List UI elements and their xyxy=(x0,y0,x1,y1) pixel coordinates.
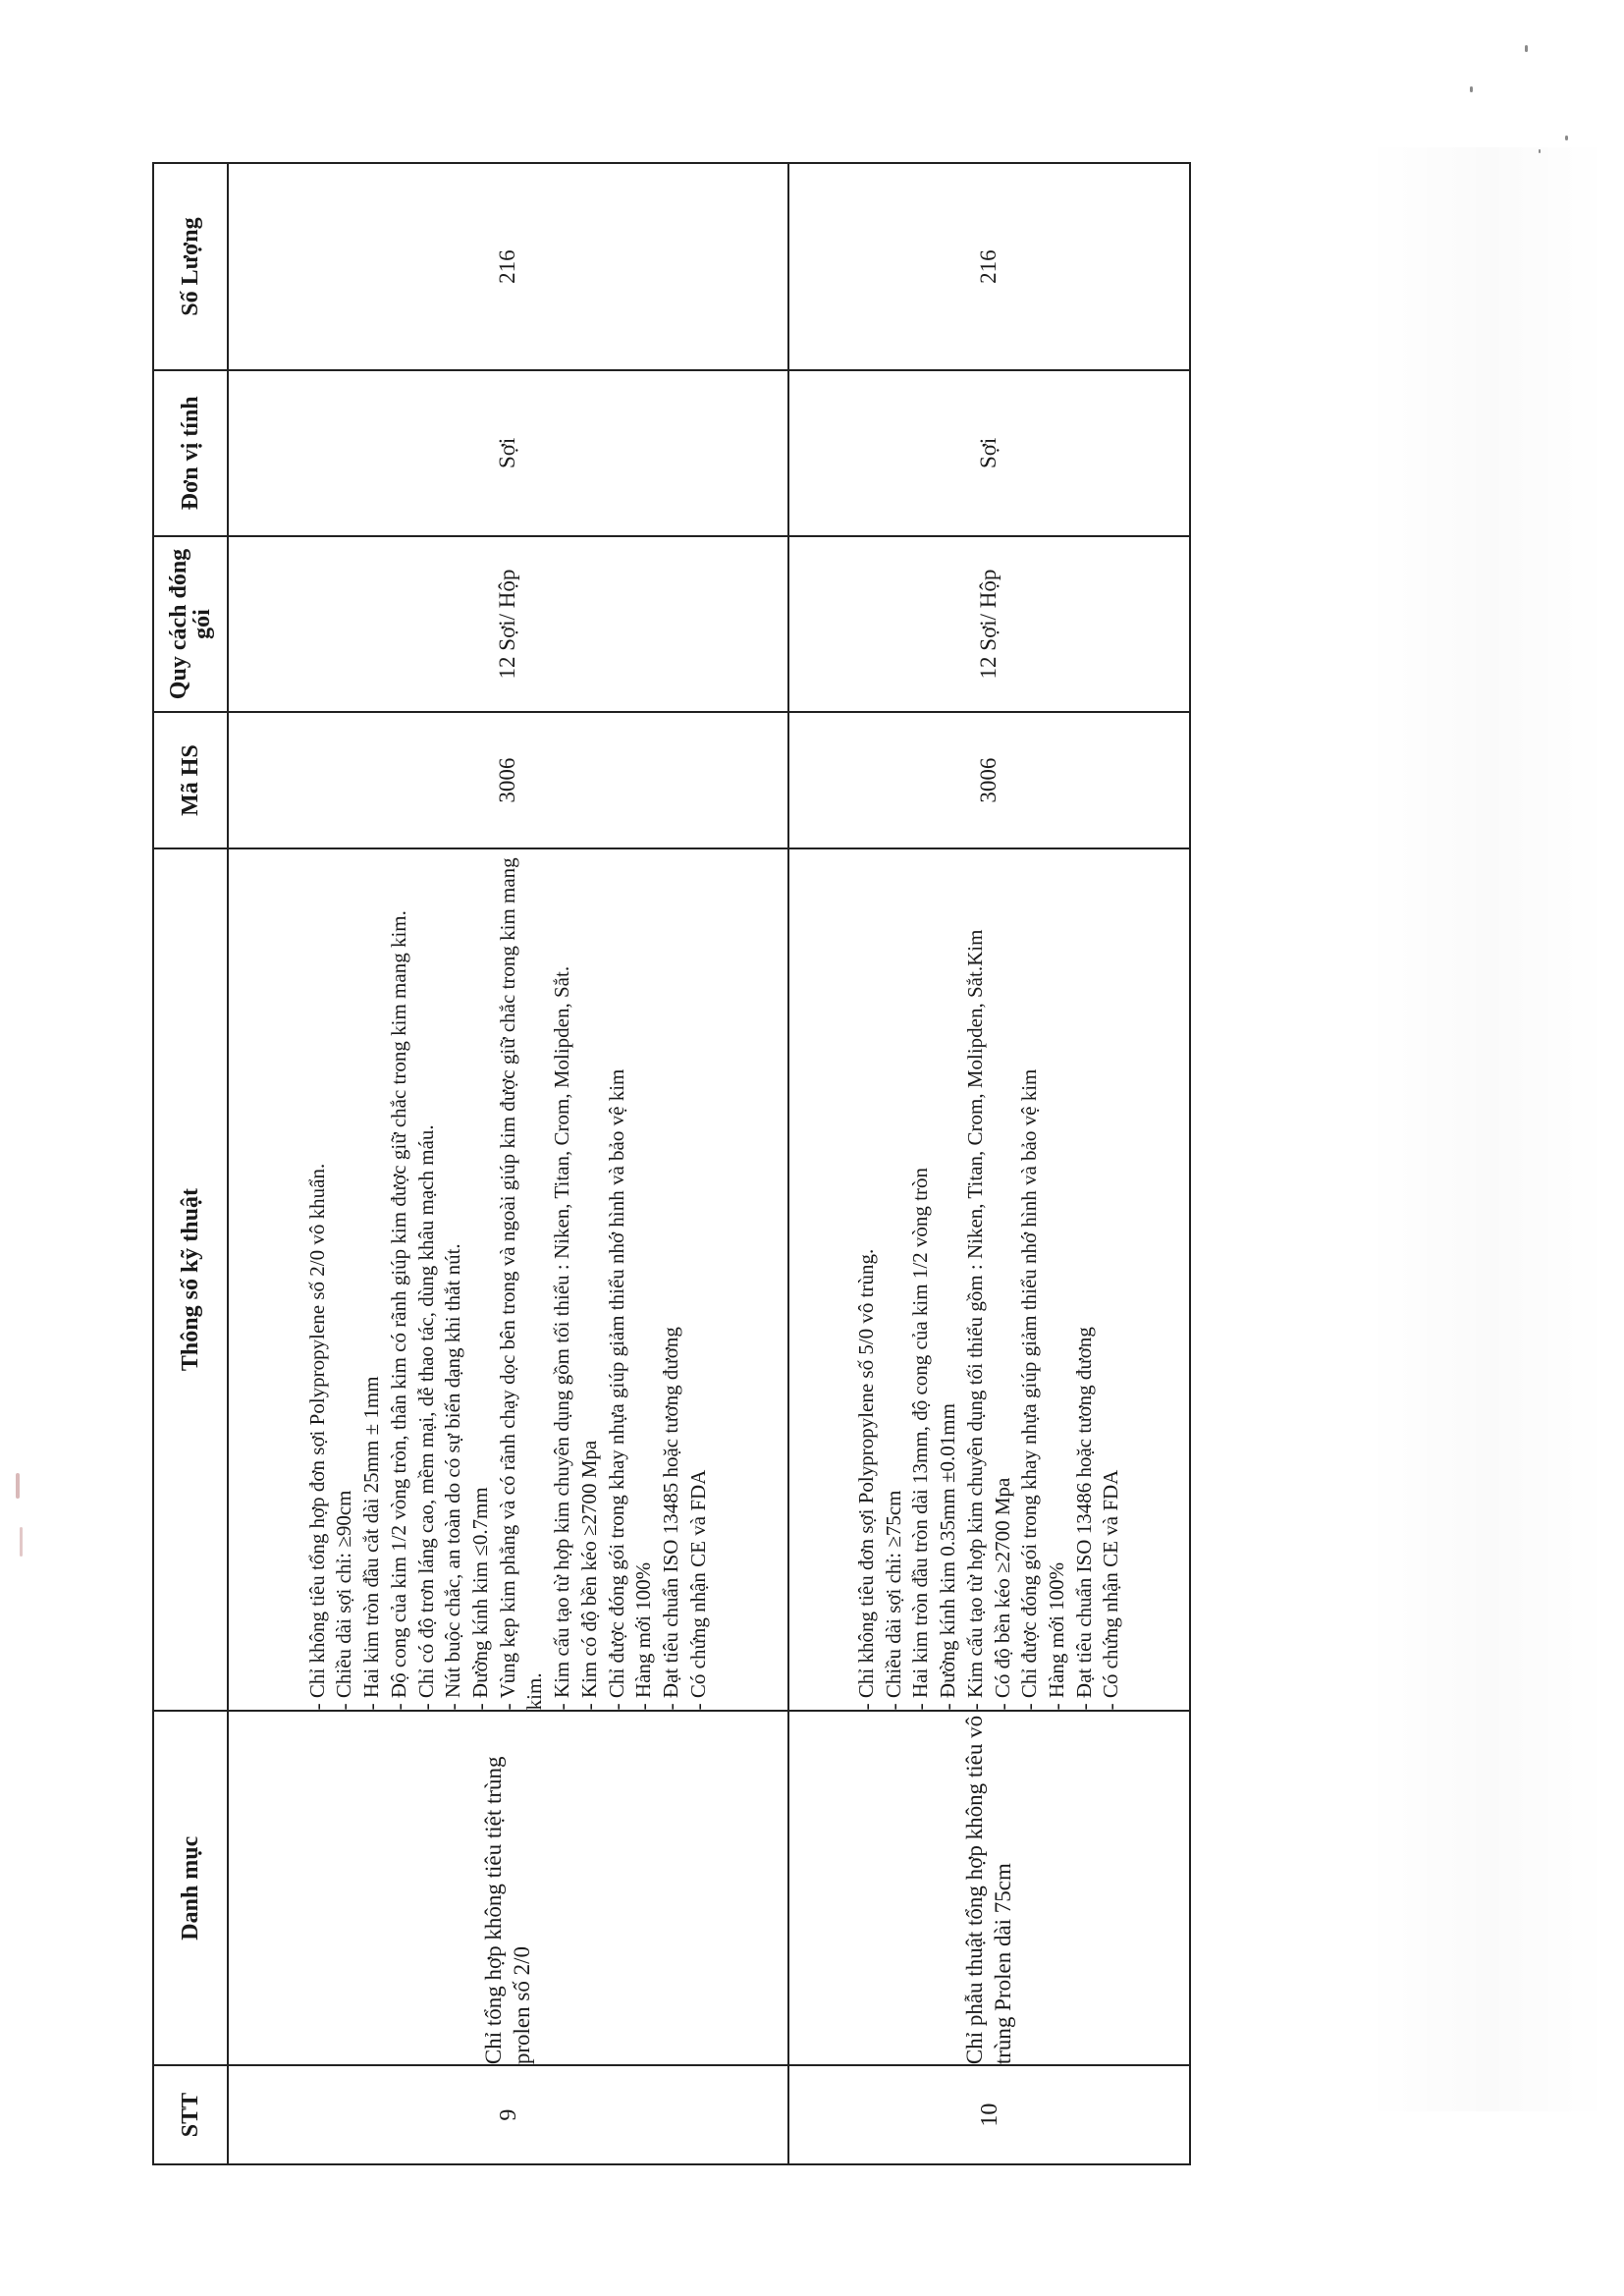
cell-unit: Sợi xyxy=(788,370,1190,535)
header-category: Danh mục xyxy=(153,1711,228,2065)
cell-packing: 12 Sợi/ Hộp xyxy=(228,536,788,713)
spec-line: - Chỉ không tiêu tổng hợp đơn sợi Polypropylene số 2/0 vô khuẩn. xyxy=(304,1163,329,1711)
header-stt: STT xyxy=(153,2065,228,2164)
spec-list xyxy=(304,849,713,1711)
spec-line: - Chỉ có độ trơn láng cao, mềm mại, dễ thao tác, dùng khâu mạch máu. xyxy=(413,1124,438,1711)
cell-unit: Sợi xyxy=(228,370,788,535)
scan-speck xyxy=(20,1527,23,1557)
scan-speck xyxy=(1525,45,1528,52)
cell-packing: 12 Sợi/ Hộp xyxy=(788,536,1190,713)
header-hs-code: Mã HS xyxy=(153,712,228,847)
spec-line: - Đạt tiêu chuẩn ISO 13485 hoặc tương đương xyxy=(659,1327,683,1711)
rotated-table-container xyxy=(152,162,1191,2165)
specification-table xyxy=(152,162,1191,2165)
header-unit: Đơn vị tính xyxy=(153,370,228,535)
spec-line: - Hàng mới 100% xyxy=(631,1561,656,1711)
header-spec: Thông số kỹ thuật xyxy=(153,848,228,1712)
spec-line: - Chỉ được đóng gói trong khay nhựa giúp giảm thiểu nhớ hình và bảo vệ kim xyxy=(604,1068,628,1711)
cell-stt: 9 xyxy=(228,2065,788,2164)
spec-line: - Đường kính kim 0.35mm ±0.01mm xyxy=(936,1403,960,1711)
spec-line: - Chỉ được đóng gói trong khay nhựa giúp giảm thiểu nhớ hình và bảo vệ kim xyxy=(1017,1068,1042,1711)
spec-line: - Có chứng nhận CE và FDA xyxy=(1099,1469,1123,1711)
cell-quantity: 216 xyxy=(788,163,1190,370)
spec-line: - Kim cấu tạo từ hợp kim chuyên dụng tối thiểu gồm : Niken, Titan, Crom, Molipden, Sắt.Kim xyxy=(962,929,987,1711)
spec-line: - Vùng kẹp kim phẳng và có rãnh chạy dọc bên trong và ngoài giúp kim được giữ chắc trong kim mang kim. xyxy=(495,857,547,1711)
spec-line: - Đạt tiêu chuẩn ISO 13486 hoặc tương đương xyxy=(1071,1327,1096,1711)
cell-hs-code: 3006 xyxy=(788,712,1190,847)
cell-category: Chỉ phẫu thuật tổng hợp không tiêu vô trùng Prolen dài 75cm xyxy=(788,1711,1190,2065)
cell-quantity: 216 xyxy=(228,163,788,370)
table-row xyxy=(788,163,1190,2164)
cell-spec xyxy=(228,848,788,1712)
spec-line: - Có độ bền kéo ≥2700 Mpa xyxy=(990,1477,1014,1711)
spec-line: - Hai kim tròn đầu tròn dài 13mm, độ cong của kim 1/2 vòng tròn xyxy=(908,1168,933,1711)
spec-line: - Độ cong của kim 1/2 vòng tròn, thân kim có rãnh giúp kim được giữ chắc trong kim mang kim. xyxy=(386,910,410,1711)
spec-line: - Đường kính kim ≤0.7mm xyxy=(468,1487,492,1711)
table-row xyxy=(228,163,788,2164)
scan-shadow xyxy=(1365,147,1610,2111)
cell-hs-code: 3006 xyxy=(228,712,788,847)
cell-category: Chỉ tổng hợp không tiêu tiệt trùng prolen số 2/0 xyxy=(228,1711,788,2065)
spec-line: - Chỉ không tiêu đơn sợi Polypropylene số 5/0 vô trùng. xyxy=(853,1248,878,1711)
cell-spec xyxy=(788,848,1190,1712)
spec-line: - Chiều dài sợi chỉ: ≥75cm xyxy=(881,1490,905,1711)
cell-stt: 10 xyxy=(788,2065,1190,2164)
scan-speck xyxy=(16,1473,20,1499)
spec-line: - Hàng mới 100% xyxy=(1045,1561,1069,1711)
spec-line: - Nút buộc chắc, an toàn do có sự biến dạng khi thắt nút. xyxy=(441,1243,465,1711)
spec-line: - Có chứng nhận CE và FDA xyxy=(685,1469,710,1711)
spec-line: - Hai kim tròn đầu cắt dài 25mm ± 1mm xyxy=(359,1376,384,1711)
spec-line: - Kim cấu tạo từ hợp kim chuyên dụng gồm tối thiểu : Niken, Titan, Crom, Molipden, Sắt. xyxy=(550,965,574,1711)
spec-line: - Chiều dài sợi chỉ: ≥90cm xyxy=(332,1490,356,1711)
scan-speck xyxy=(1470,86,1473,92)
table-header-row xyxy=(153,163,228,2164)
header-packing: Quy cách đóng gói xyxy=(153,536,228,713)
header-quantity: Số Lượng xyxy=(153,163,228,370)
scan-speck xyxy=(1539,149,1541,153)
spec-list xyxy=(853,849,1125,1711)
spec-line: - Kim có độ bền kéo ≥2700 Mpa xyxy=(576,1440,601,1711)
scan-speck xyxy=(1565,136,1568,140)
